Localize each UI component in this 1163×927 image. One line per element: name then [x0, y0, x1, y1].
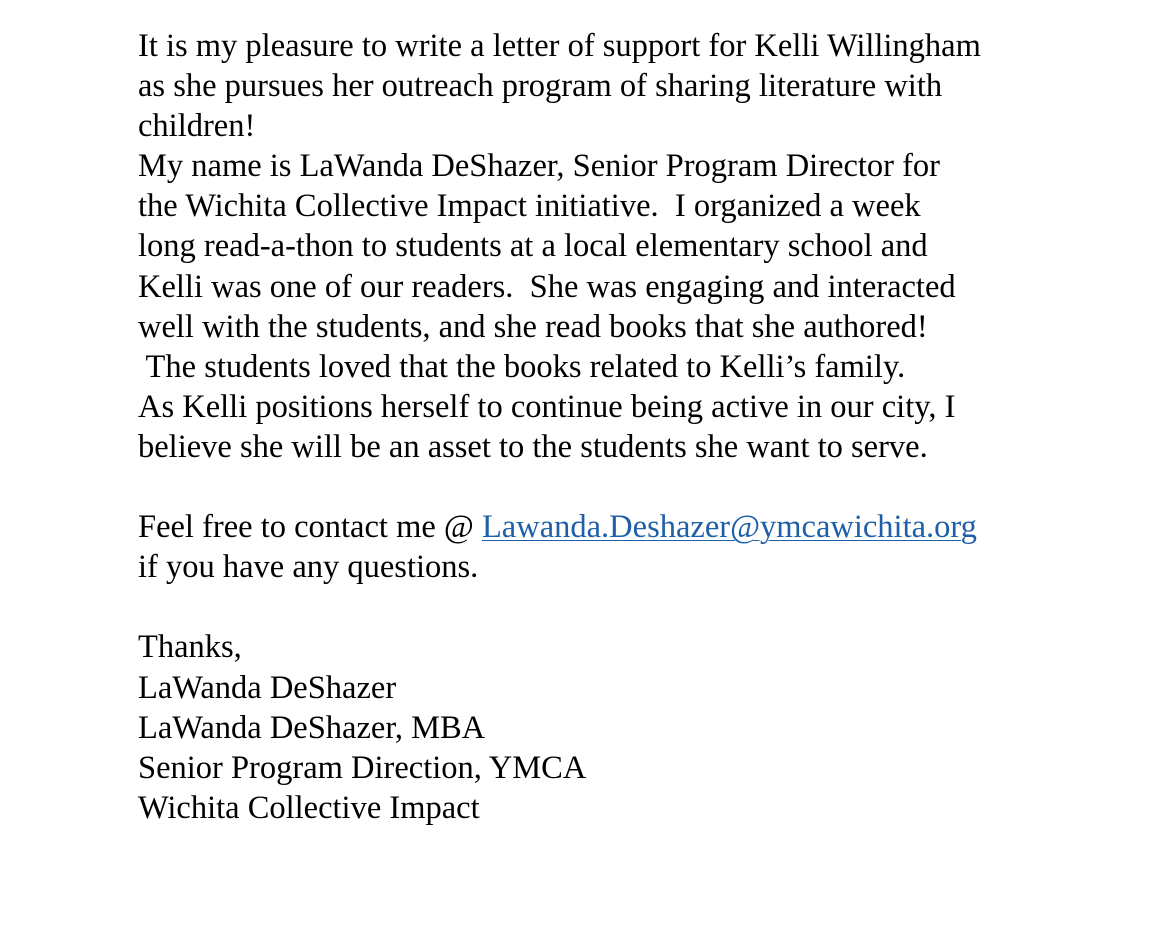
signature-position: Senior Program Direction, YMCA [138, 749, 587, 786]
contact-line [138, 507, 1098, 547]
body-line: well with the students, and she read books that she authored! [138, 308, 928, 345]
intro-line: It is my pleasure to write a letter of support for Kelli Willingham [138, 28, 981, 64]
signature-name-title: LaWanda DeShazer, MBA [138, 709, 486, 746]
body-line: the Wichita Collective Impact initiative. I organized a week [138, 188, 921, 225]
contact-prefix: Feel free to contact me @ [138, 509, 482, 546]
letter-body [138, 26, 1098, 828]
body-line: My name is LaWanda DeShazer, Senior Program Director for [138, 148, 940, 185]
signature-name: LaWanda DeShazer [138, 669, 397, 706]
intro-line: as she pursues her outreach program of sharing literature with [138, 68, 943, 105]
body-line: Kelli was one of our readers. She was engaging and interacted [138, 268, 956, 305]
body-line: believe she will be an asset to the students she want to serve. [138, 428, 928, 465]
signature-organization: Wichita Collective Impact [138, 789, 480, 826]
contact-suffix: if you have any questions. [138, 549, 479, 586]
intro-line: children! [138, 108, 256, 145]
email-link[interactable]: Lawanda.Deshazer@ymcawichita.org [481, 509, 977, 546]
closing-salutation: Thanks, [138, 629, 242, 666]
blank-line [138, 587, 1098, 627]
body-line: As Kelli positions herself to continue being active in our city, I [138, 388, 956, 425]
body-line: long read-a-thon to students at a local elementary school and [138, 228, 928, 265]
body-line: The students loved that the books related to Kelli’s family. [138, 348, 906, 385]
blank-line [138, 467, 1098, 507]
